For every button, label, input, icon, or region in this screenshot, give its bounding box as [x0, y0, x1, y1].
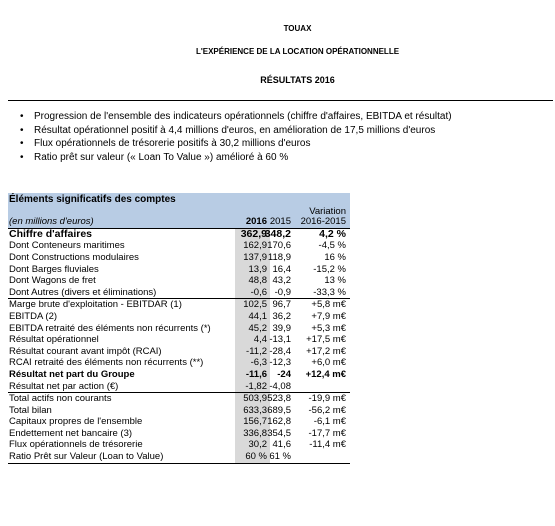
value-2016: -11,6	[245, 368, 267, 380]
table-row	[8, 275, 350, 287]
key-figures-table	[8, 193, 350, 464]
table-row	[8, 416, 350, 428]
value-2015: -28,4	[269, 345, 291, 357]
variation-value: -17,7 m€	[308, 427, 346, 439]
highlight-item: • Ratio prêt sur valeur (« Loan To Value ») amélioré à 60 %	[34, 151, 452, 165]
value-2015: 354,5	[267, 427, 291, 439]
results-title: RÉSULTATS 2016	[260, 75, 335, 85]
row-label: Dont Conteneurs maritimes	[9, 240, 125, 252]
variation-value: +6,0 m€	[311, 357, 346, 369]
col-var-header: 2016-2015	[300, 216, 346, 228]
variation-value: -56,2 m€	[308, 404, 346, 416]
value-2016: 336,8	[243, 427, 267, 439]
variation-value: -6,1 m€	[313, 416, 346, 428]
variation-value: -19,9 m€	[308, 393, 346, 405]
value-2015: -12,3	[269, 357, 291, 369]
variation-value: -11,4 m€	[309, 439, 346, 451]
table-row	[8, 311, 350, 323]
col-2015-header: 2015	[269, 216, 291, 228]
value-2015: 16,4	[272, 263, 291, 275]
value-2016: 13,9	[248, 263, 267, 275]
table-row	[8, 369, 350, 381]
row-label: EBITDA retraité des éléments non récurrents (*)	[9, 322, 211, 334]
row-label: Marge brute d'exploitation - EBITDAR (1)	[9, 299, 182, 311]
table-row	[8, 264, 350, 276]
unit-label: (en millions d'euros)	[9, 216, 94, 228]
variation-value: +17,5 m€	[306, 334, 346, 346]
row-label: Endettement net bancaire (3)	[9, 427, 133, 439]
value-2015: -13,1	[269, 334, 291, 346]
value-2016: 60 %	[245, 451, 267, 463]
table-column-header	[8, 216, 350, 229]
value-2016: 48,8	[248, 275, 267, 287]
table-row	[8, 346, 350, 358]
row-label: Dont Barges fluviales	[9, 263, 99, 275]
row-label: RCAI retraité des éléments non récurrents (**)	[9, 357, 204, 369]
table-row	[8, 381, 350, 393]
row-label: Capitaux propres de l'ensemble	[9, 416, 143, 428]
value-2015: 39,9	[272, 322, 291, 334]
table-row	[8, 428, 350, 440]
row-label: Résultat net part du Groupe	[9, 368, 135, 380]
value-2015: -0,9	[274, 286, 291, 298]
table-row	[8, 298, 350, 311]
table-row	[8, 229, 350, 241]
value-2016: 44,1	[248, 310, 267, 322]
variation-value: -15,2 %	[313, 263, 346, 275]
col-2016-header: 2016	[245, 216, 267, 228]
header-divider	[8, 100, 553, 101]
table-body	[8, 229, 350, 464]
table-variation-header	[8, 205, 350, 217]
value-2015: 61 %	[269, 451, 291, 463]
value-2016: -1,82	[245, 380, 267, 392]
value-2016: 4,4	[253, 334, 267, 346]
row-label: Chiffre d'affaires	[9, 227, 93, 240]
document-subtitle: L'EXPÉRIENCE DE LA LOCATION OPÉRATIONNELLE	[195, 47, 400, 56]
value-2015: 170,6	[267, 240, 291, 252]
value-2015: 43,2	[272, 275, 291, 287]
value-2015: 689,5	[267, 404, 291, 416]
row-label: Résultat courant avant impôt (RCAI)	[9, 345, 162, 357]
row-label: Résultat opérationnel	[9, 334, 99, 346]
variation-label: Variation	[309, 205, 346, 217]
company-name: TOUAX	[283, 24, 312, 33]
value-2016: 162,9	[243, 240, 267, 252]
highlight-item: • Flux opérationnels de trésorerie positifs à 30,2 millions d'euros	[34, 137, 452, 151]
value-2015: 348,2	[264, 227, 291, 240]
value-2015: 523,8	[267, 393, 291, 405]
table-row	[8, 252, 350, 264]
value-2016: 633,3	[243, 404, 267, 416]
value-2016: -6,3	[250, 357, 267, 369]
table-row	[8, 240, 350, 252]
table-title-row	[8, 193, 350, 205]
value-2016: 362,9	[240, 227, 267, 240]
highlight-item: • Progression de l'ensemble des indicateurs opérationnels (chiffre d'affaires, EBITDA et résultat)	[34, 110, 452, 124]
value-2016: 137,9	[243, 251, 267, 263]
row-label: EBITDA (2)	[9, 310, 58, 322]
row-label: Total bilan	[9, 404, 52, 416]
value-2016: 30,2	[248, 439, 267, 451]
variation-value: -33,3 %	[313, 286, 346, 298]
table-row	[8, 357, 350, 369]
value-2016: 503,9	[243, 393, 267, 405]
highlight-item: • Résultat opérationnel positif à 4,4 millions d'euros, en amélioration de 17,5 millions d'euros	[34, 124, 452, 138]
table-row	[8, 451, 350, 464]
table-title: Éléments significatifs des comptes	[9, 194, 176, 205]
table-row	[8, 392, 350, 405]
variation-value: +7,9 m€	[311, 310, 346, 322]
variation-value: 13 %	[324, 275, 346, 287]
table-row	[8, 323, 350, 335]
highlights-list	[34, 110, 452, 164]
variation-value: +12,4 m€	[305, 368, 346, 380]
table-row	[8, 334, 350, 346]
value-2016: -11,2	[246, 345, 267, 357]
variation-value: +5,3 m€	[311, 322, 346, 334]
row-label: Dont Wagons de fret	[9, 275, 96, 287]
value-2016: -0,6	[250, 286, 267, 298]
row-label: Ratio Prêt sur Valeur (Loan to Value)	[9, 451, 164, 463]
value-2016: 45,2	[248, 322, 267, 334]
table-row	[8, 405, 350, 417]
variation-value: -4,5 %	[318, 240, 346, 252]
value-2015: 162,8	[267, 416, 291, 428]
value-2016: 102,5	[243, 299, 267, 311]
row-label: Total actifs non courants	[9, 393, 112, 405]
value-2016: 156,7	[243, 416, 267, 428]
row-label: Dont Constructions modulaires	[9, 251, 139, 263]
variation-value: 4,2 %	[319, 227, 346, 240]
row-label: Dont Autres (divers et éliminations)	[9, 286, 157, 298]
table-row	[8, 287, 350, 299]
variation-value: 16 %	[324, 251, 346, 263]
variation-value: +17,2 m€	[306, 345, 346, 357]
value-2015: 96,7	[272, 299, 291, 311]
value-2015: 41,6	[272, 439, 291, 451]
value-2015: 36,2	[272, 310, 291, 322]
row-label: Résultat net par action (€)	[9, 380, 119, 392]
value-2015: -4,08	[269, 380, 291, 392]
value-2015: -24	[277, 368, 291, 380]
row-label: Flux opérationnels de trésorerie	[9, 439, 143, 451]
value-2015: 118,9	[267, 251, 291, 263]
variation-value: +5,8 m€	[311, 299, 346, 311]
table-row	[8, 439, 350, 451]
